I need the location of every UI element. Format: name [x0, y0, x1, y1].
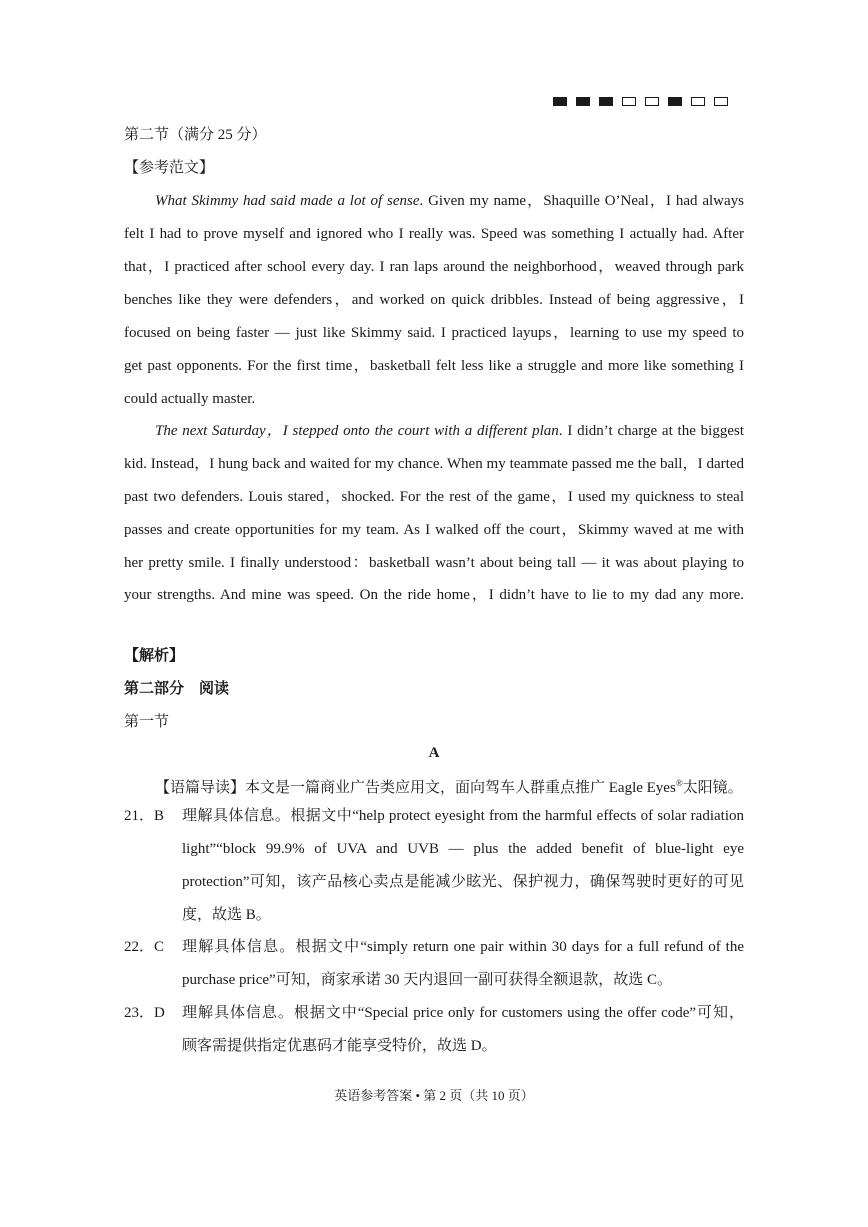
page-mark	[622, 97, 636, 106]
passage-guide	[155, 773, 743, 798]
section-title: 第一节	[124, 714, 170, 730]
reference-heading: 【参考范文】	[124, 160, 215, 176]
essay-line: her pretty smile. I finally understood：basketball wasn’t about being tall — it was about playing to	[124, 555, 744, 571]
essay-italic-phrase: What Skimmy had said made a lot of sense	[155, 193, 420, 209]
explanation-line: 顾客需提供指定优惠码才能享受特价，故选 D。	[182, 1038, 497, 1054]
question-number: 23．D	[124, 1005, 165, 1021]
essay-text: . Given my name，Shaquille O’Neal，I had always	[419, 193, 744, 209]
question-number: 22．C	[124, 939, 165, 955]
essay-line	[155, 421, 744, 441]
essay-line: past two defenders. Louis stared，shocked. For the rest of the game，I used my quickness to steal	[124, 489, 744, 505]
explanation-line: purchase price”可知，商家承诺 30 天内退回一副可获得全额退款，故选 C。	[182, 972, 672, 988]
answer-line	[124, 937, 180, 957]
page-footer: 英语参考答案 • 第 2 页（共 10 页）	[334, 1088, 534, 1103]
essay-line: felt I had to prove myself and ignored who I really was. Speed was something I actually had. After	[124, 226, 744, 242]
essay-line	[155, 191, 744, 211]
part-heading: 第二部分 阅读	[124, 681, 230, 697]
essay-line: get past opponents. For the first time，basketball felt less like a struggle and more like something I	[124, 358, 744, 374]
explanation-line: 度，故选 B。	[182, 907, 271, 923]
answer-line	[124, 1003, 180, 1023]
essay-line: passes and create opportunities for my team. As I walked off the court，Skimmy waved at me with	[124, 522, 744, 538]
section-title: 第二节（满分 25 分）	[124, 127, 267, 143]
answer-line	[124, 806, 180, 826]
registered-mark: ®	[675, 778, 683, 788]
passage-letter: A	[428, 745, 440, 761]
essay-line: could actually master.	[124, 391, 256, 407]
explanation-line: protection”可知，该产品核心卖点是能减少眩光、保护视力，确保驾驶时更好的可见	[182, 874, 744, 890]
page-mark	[576, 97, 590, 106]
page-mark	[599, 97, 613, 106]
analysis-heading: 【解析】	[124, 648, 185, 664]
essay-text: . I didn’t charge at the biggest	[558, 423, 744, 439]
page-mark	[714, 97, 728, 106]
explanation-line: 理解具体信息。根据文中“Special price only for customers using the offer code”可知，	[182, 1005, 744, 1021]
explanation-line: light”“block 99.9% of UVA and UVB — plus the added benefit of blue-light eye	[182, 841, 744, 857]
question-number: 21．B	[124, 808, 165, 824]
essay-line: that，I practiced after school every day. I ran laps around the neighborhood，weaved through park	[124, 259, 744, 275]
essay-line: benches like they were defenders，and worked on quick dribbles. Instead of being aggressive，I	[124, 292, 744, 308]
page-mark	[668, 97, 682, 106]
page-mark	[553, 97, 567, 106]
explanation-line: 理解具体信息。根据文中“simply return one pair within 30 days for a full refund of the	[182, 939, 744, 955]
essay-line: kid. Instead，I hung back and waited for my chance. When my teammate passed me the ball，I darted	[124, 456, 744, 472]
essay-italic-phrase: The next Saturday，I stepped onto the court with a different plan	[155, 423, 559, 439]
essay-line: your strengths. And mine was speed. On the ride home，I didn’t have to lie to my dad any more.	[124, 587, 744, 603]
page-mark	[645, 97, 659, 106]
guide-text: 【语篇导读】本文是一篇商业广告类应用文，面向驾车人群重点推广 Eagle Eyes	[155, 780, 676, 796]
page-position-marks	[553, 97, 728, 106]
essay-line: focused on being faster — just like Skimmy said. I practiced layups，learning to use my speed to	[124, 325, 744, 341]
page-mark	[691, 97, 705, 106]
guide-text: 太阳镜。	[682, 780, 743, 796]
explanation-line: 理解具体信息。根据文中“help protect eyesight from the harmful effects of solar radiation	[182, 808, 744, 824]
